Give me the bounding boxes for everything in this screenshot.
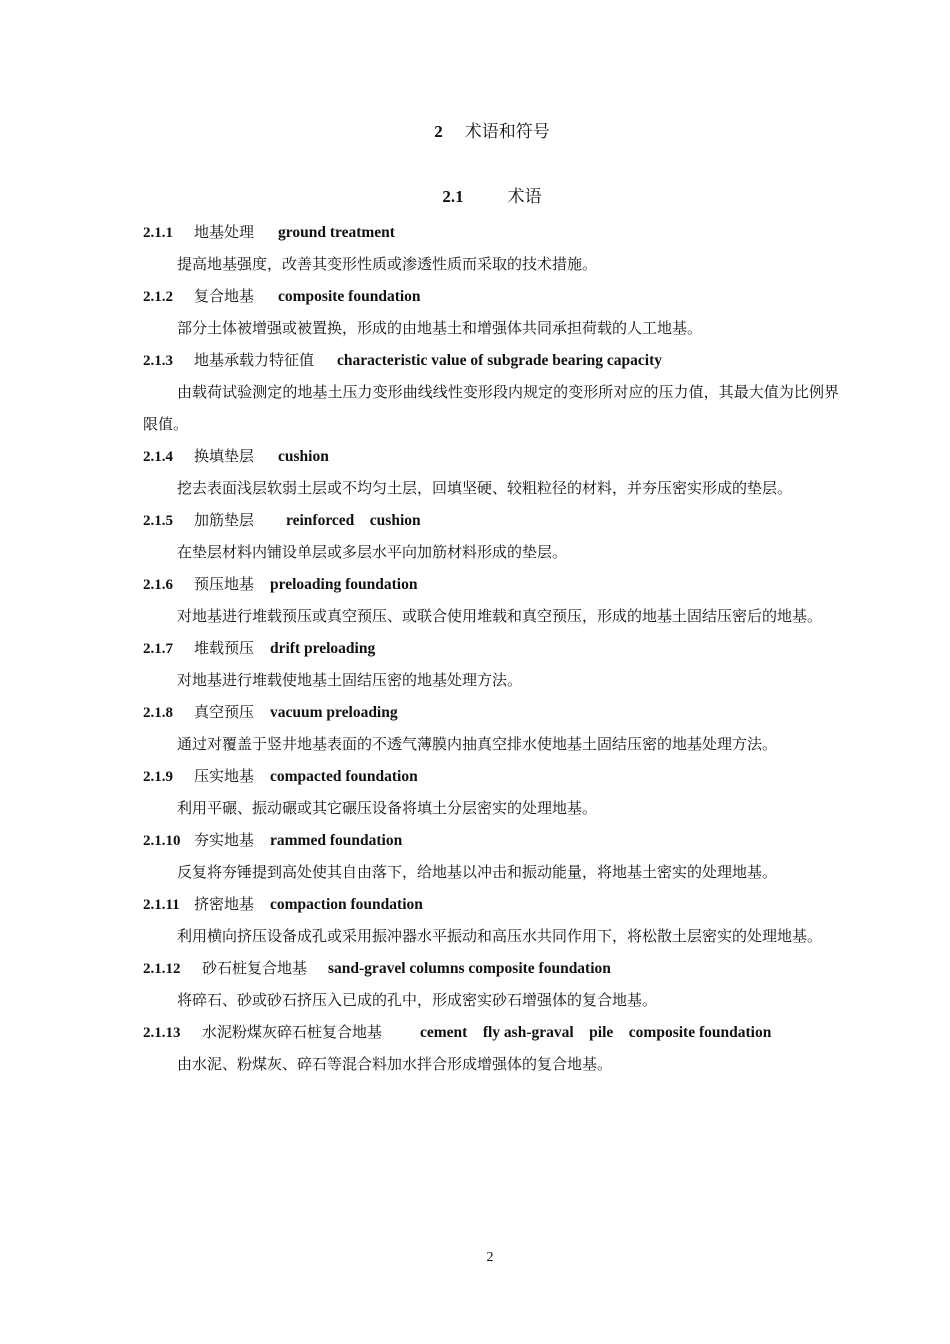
- term-english: compaction foundation: [270, 896, 423, 913]
- term-chinese: 堆载预压: [194, 639, 255, 657]
- term-number: 2.1.9: [143, 769, 173, 785]
- term-definition: 由水泥、粉煤灰、碎石等混合料加水拌合形成增强体的复合地基。: [177, 1055, 613, 1073]
- term-number: 2.1.7: [143, 641, 173, 657]
- term-chinese: 水泥粉煤灰碎石桩复合地基: [202, 1023, 383, 1041]
- term-heading: [143, 568, 839, 600]
- term-number: 2.1.2: [143, 289, 173, 305]
- term-chinese: 地基承载力特征值: [194, 351, 315, 369]
- term-english: cement fly ash-graval pile composite foundation: [420, 1024, 772, 1041]
- term-heading: [143, 440, 839, 472]
- term-heading: [143, 344, 839, 376]
- term-chinese: 夯实地基: [194, 831, 255, 849]
- term-chinese: 预压地基: [194, 575, 255, 593]
- term-definition: 挖去表面浅层软弱土层或不均匀土层，回填坚硬、较粗粒径的材料，并夯压密实形成的垫层。: [177, 479, 793, 497]
- term-definition: 在垫层材料内铺设单层或多层水平向加筋材料形成的垫层。: [177, 543, 568, 561]
- term-definition: 部分土体被增强或被置换，形成的由地基土和增强体共同承担荷载的人工地基。: [177, 319, 703, 337]
- term-chinese: 压实地基: [194, 767, 255, 785]
- section-title-text: 术语: [507, 187, 542, 207]
- term-english: characteristic value of subgrade bearing capacity: [337, 352, 663, 369]
- term-definition: 由载荷试验测定的地基土压力变形曲线线性变形段内规定的变形所对应的压力值，其最大值为比例界限值。: [143, 383, 839, 433]
- term-chinese: 换填垫层: [194, 447, 255, 465]
- term-chinese: 砂石桩复合地基: [202, 959, 308, 977]
- term-heading: [143, 696, 839, 728]
- term-heading: [143, 824, 839, 856]
- term-heading: [143, 888, 839, 920]
- chapter-title-text: 术语和符号: [464, 122, 550, 142]
- term-heading: [143, 216, 839, 248]
- term-english: drift preloading: [270, 640, 376, 657]
- page-number: 2: [486, 1250, 494, 1265]
- term-chinese: 加筋垫层: [194, 511, 255, 529]
- term-definition: 反复将夯锤提到高处使其自由落下，给地基以冲击和振动能量，将地基土密实的处理地基。: [177, 863, 778, 881]
- term-heading: [143, 952, 839, 984]
- term-definition: 通过对覆盖于竖井地基表面的不透气薄膜内抽真空排水使地基土固结压密的地基处理方法。: [177, 735, 778, 753]
- term-definition: 利用平碾、振动碾或其它碾压设备将填土分层密实的处理地基。: [177, 799, 598, 817]
- section-number: 2.1: [442, 187, 464, 206]
- term-english: reinforced cushion: [286, 512, 421, 529]
- term-english: rammed foundation: [270, 832, 403, 849]
- term-english: sand-gravel columns composite foundation: [328, 960, 611, 977]
- term-english: preloading foundation: [270, 576, 418, 593]
- section-title: [0, 183, 950, 211]
- term-number: 2.1.12: [143, 961, 181, 977]
- term-definition: 对地基进行堆载预压或真空预压、或联合使用堆载和真空预压，形成的地基土固结压密后的地基。: [177, 607, 823, 625]
- chapter-title: [0, 118, 950, 146]
- term-english: compacted foundation: [270, 768, 418, 785]
- terms-list: [143, 216, 839, 1080]
- term-definition: 提高地基强度，改善其变形性质或渗透性质而采取的技术措施。: [177, 255, 598, 273]
- term-heading: [143, 632, 839, 664]
- term-number: 2.1.3: [143, 353, 173, 369]
- term-chinese: 真空预压: [194, 703, 255, 721]
- term-english: cushion: [278, 448, 329, 465]
- term-number: 2.1.5: [143, 513, 173, 529]
- term-chinese: 复合地基: [194, 287, 255, 305]
- term-number: 2.1.13: [143, 1025, 181, 1041]
- term-chinese: 地基处理: [194, 223, 255, 241]
- term-number: 2.1.4: [143, 449, 173, 465]
- term-definition: 对地基进行堆载使地基土固结压密的地基处理方法。: [177, 671, 523, 689]
- term-heading: [143, 504, 839, 536]
- term-number: 2.1.10: [143, 833, 181, 849]
- term-english: vacuum preloading: [270, 704, 398, 721]
- term-number: 2.1.11: [143, 897, 180, 913]
- term-heading: [143, 760, 839, 792]
- term-number: 2.1.6: [143, 577, 173, 593]
- term-heading: [143, 1016, 839, 1048]
- term-number: 2.1.1: [143, 225, 173, 241]
- term-chinese: 挤密地基: [194, 895, 255, 913]
- term-number: 2.1.8: [143, 705, 173, 721]
- term-heading: [143, 280, 839, 312]
- term-definition: 利用横向挤压设备成孔或采用振冲器水平振动和高压水共同作用下，将松散土层密实的处理地基。: [177, 927, 823, 945]
- chapter-number: 2: [434, 122, 443, 141]
- term-english: composite foundation: [278, 288, 421, 305]
- term-english: ground treatment: [278, 224, 395, 241]
- term-definition: 将碎石、砂或砂石挤压入已成的孔中，形成密实砂石增强体的复合地基。: [177, 991, 658, 1009]
